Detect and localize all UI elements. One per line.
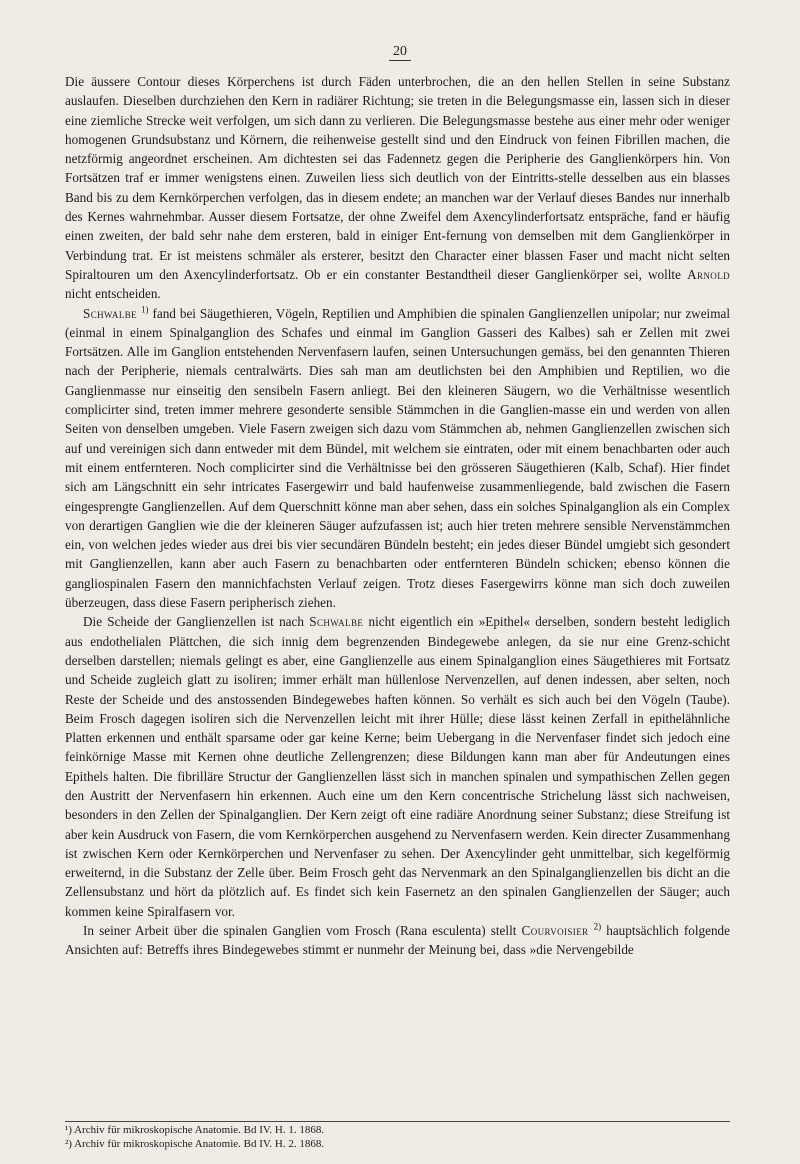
footnote-1: ¹) Archiv für mikroskopische Anatomie. Bd IV. H. 1. 1868. bbox=[65, 1124, 325, 1136]
footnote-2: ²) Archiv für mikroskopische Anatomie. Bd IV. H. 2. 1868. bbox=[65, 1137, 325, 1150]
text-run: nicht eigentlich ein »Epithel« derselben, sondern besteht lediglich aus endothelialen Plättchen, die sich innig dem begrenzenden Bindegewebe anlegen, da sie nur eine Grenz-schicht derselben darstellen; niemals gelingt es aber, eine Ganglienzelle aus einem Spinalganglion eines Säugethieres mit Fortsatz und Scheide zugleich glatt zu isoliren; immer erhält man hüllenlose Nervenzellen, auf denen indessen, aber selten, noch Reste der Scheide und des anstossenden Bindegewebes haften können. So verhält es sich auch bei den Vögeln (Taube). Beim Frosch dagegen isoliren sich die Nervenzellen leicht mit ihrer Hülle; diese lässt keinen Zerfall in epithelähnliche Platten erkennen und enthält sparsame oder gar keine Kerne; beim Uebergang in die Nervenfaser findet sich jedoch eine feinkörnige Masse mit Kernen ohne deutliche Zellengrenzen; diese Bildungen kann man aber für Andeutungen eines Epithels halten. Die fibrilläre Structur der Ganglienzellen lässt sich in manchen spinalen und sympathischen Zellen gegen den Austritt der Nervenfasern hin erkennen. Auch eine um den Kern concentrische Strichelung lässt sich nachweisen, besonders in den Zellen der Spinalganglien. Der Kern zeigt oft eine radiäre Anordnung seiner Substanz; diese Streifung ist aber kein Ausdruck von Fasern, die vom Kernkörperchen ausgehend zu Nervenfasern werden. Kein directer Zusammenhang ist zwischen Kern oder Kernkörperchen und Nervenfaser zu sehen. Der Axencylinder geht unmittelbar, sich kegelförmig erweiternd, in die Substanz der Zelle über. Beim Frosch geht das Nervenmark an den Spinalganglienzellen bis dicht an die Zellensubstanz und hört da plötzlich auf. Es findet sich kein Fasernetz an den spinalen Ganglienzellen der Säuger; auch kommen keine Spiralfasern vor. bbox=[65, 614, 730, 919]
author-name: Schwalbe bbox=[309, 614, 364, 630]
paragraph-4 bbox=[65, 921, 730, 960]
page-number-text: 20 bbox=[389, 44, 411, 61]
author-name: Arnold bbox=[687, 266, 730, 282]
author-name: Courvoisier bbox=[521, 923, 589, 939]
text-run: hauptsächlich folgende Ansichten auf: Betreffs ihres Bindegewebes stimmt er nunmehr der Meinung bei, dass »die Nervengebilde bbox=[65, 923, 730, 958]
page-number bbox=[0, 44, 800, 61]
author-name: Schwalbe bbox=[83, 305, 138, 321]
paragraph-1 bbox=[65, 72, 730, 304]
text-run: Die Scheide der Ganglienzellen ist nach bbox=[83, 614, 310, 630]
body-text bbox=[65, 72, 730, 960]
text-run: In seiner Arbeit über die spinalen Ganglien vom Frosch (Rana esculenta) stellt bbox=[83, 923, 522, 939]
text-run: nicht entscheiden. bbox=[65, 286, 161, 302]
footnote-divider bbox=[65, 1121, 730, 1122]
footnotes bbox=[65, 1124, 730, 1151]
footnote-ref: 2) bbox=[593, 921, 602, 932]
paragraph-3 bbox=[65, 612, 730, 921]
text-run: fand bei Säugethieren, Vögeln, Reptilien und Amphibien die spinalen Ganglienzellen unipolar; nur zweimal (einmal in einem Spinalganglion des Schafes und einmal im Ganglion Gasseri des Kalbes) sah er Zellen mit zwei Fortsätzen. Alle im Ganglion entstehenden Nervenfasern laufen, seinen Untersuchungen gemäss, bei den genannten Thieren nach der Peripherie, niemals centralwärts. Dies sah man am deutlichsten bei den Amphibien und Reptilien, wo die Ganglienmasse nur einseitig den sensibeln Fasern anliegt. Bei den kleineren Säugern, wo die Verhältnisse wesentlich complicirter sind, treten immer mehrere gesonderte sensible Stämmchen in die Ganglien-masse ein und werden von allen Seiten von denselben umgeben. Viele Fasern zweigen sich dazu vom Stämmchen ab, nehmen Ganglienzellen zwischen sich auf und vereinigen sich dann entweder mit dem Bündel, mit welchem sie eintraten, oder mit einem benachbarten oder auch mit einem entfernteren. Noch complicirter sind die Verhältnisse bei den grösseren Säugethieren (Kalb, Schaf). Hier findet sich am Längschnitt ein sehr intricates Fasergewirr und bald haufenweise zusammenliegende, bald zwischen die Fasern eingesprengte Ganglienzellen. Auf dem Querschnitt könne man aber sehen, dass ein solches Spinalganglion als ein Complex von derartigen Ganglien wie die der kleineren Säuger aufzufassen ist; auch hier treten mehrere sensible Nervenstämmchen ein, von welchen jedes wieder aus drei bis vier secundären Bündeln besteht; ein jedes dieser Bündel umgiebt sich gesondert mit Ganglienzellen, kann aber auch Fasern zu benachbarten oder entfernteren Bündeln schicken; ebenso können die gangliospinalen Fasern den mannichfachsten Verlauf zeigen. Trotz dieses Fasergewirrs könne man sich doch zuweilen überzeugen, dass diese Fasern peripherisch ziehen. bbox=[65, 305, 731, 611]
paragraph-2 bbox=[65, 304, 730, 613]
footnote-ref: 1) bbox=[141, 304, 149, 315]
text-run: Die äussere Contour dieses Körperchens ist durch Fäden unterbrochen, die an den hellen Stellen in seine Substanz auslaufen. Dieselben durchziehen den Kern in radiärer Richtung; sie treten in die Belegungsmasse ein, lassen sich in dieser eine ziemliche Strecke weit verfolgen, um sich dann zu verlieren. Die Belegungsmasse bestehe aus einer mehr oder weniger homogenen Grundsubstanz und Körnern, die reihenweise gestellt sind und den Eindruck von feinen Fibrillen machen, die netzförmig angeordnet erscheinen. Am dichtesten sei das Fadennetz gegen die Peripherie des Ganglienkörpers hin. Von Fortsätzen traf er immer wenigstens einen. Zuweilen liess sich deutlich von der Eintritts-stelle desselben aus ein blasses Band bis zu dem Kernkörperchen verfolgen, das in diesem endete; an manchen war der Verlauf dieses Bandes nur innerhalb des Kernes wahrnehmbar. Ausser diesem Fortsatze, der ohne Zweifel dem Axencylinderfortsatz entspräche, fand er häufig einen zweiten, der bald sehr nahe dem ersteren, bald in einiger Ent-fernung von demselben mit dem Ganglienkörper in Verbindung trat. Er ist meistens schmäler als ersterer, besitzt den Character einer blassen Faser und macht nicht selten Spiraltouren um den Axencylinderfortsatz. Ob er ein constanter Bestandtheil dieser Ganglienkörper sei, wollte bbox=[65, 74, 730, 282]
